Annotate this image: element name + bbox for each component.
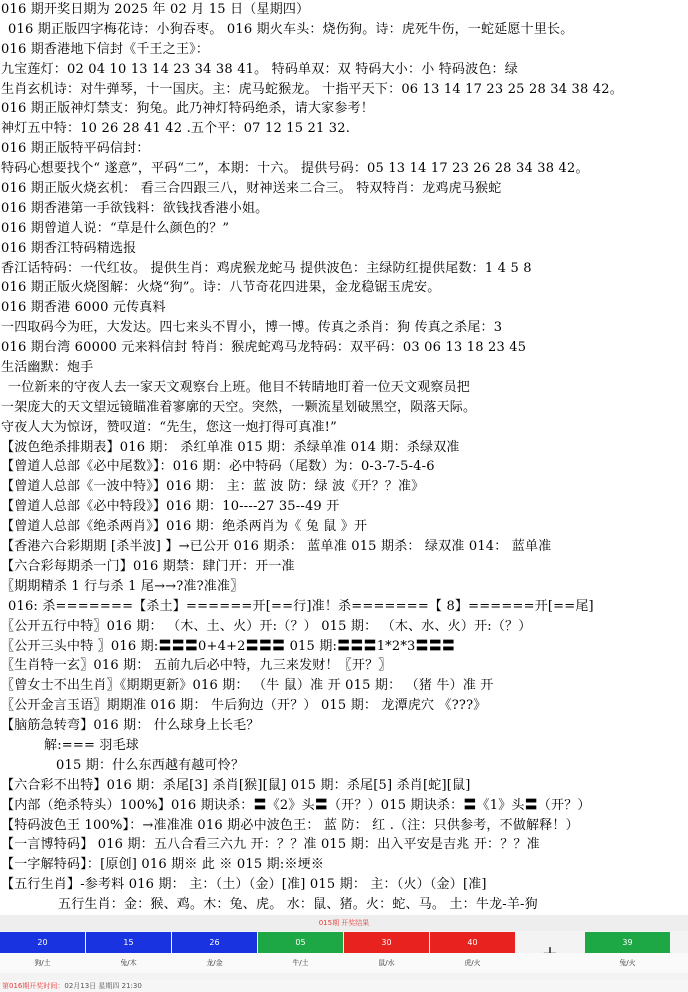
ball-number: 20 xyxy=(0,932,85,953)
text-line: 生肖玄机诗：对牛弹琴，十一国庆。主：虎马蛇猴龙。 十指平天下：06 13 14 17 23 25 28 34 38 42。 xyxy=(1,81,623,97)
text-line: 五行生肖：金：猴、鸡。木：兔、虎。 水：鼠、猪。火：蛇、马。 土：牛龙-羊-狗 xyxy=(58,897,538,913)
text-line: 【波色绝杀排期表】016 期： 杀红单准 015 期：杀绿单准 014 期：杀绿双准 xyxy=(1,439,460,455)
text-line: 〖期期精杀 1 行与杀 1 尾→→?准?准准〗 xyxy=(1,578,244,594)
text-line: 〖公开三头中特 〗016 期:〓〓〓0+4+2〓〓〓 015 期:〓〓〓1*2*3〓〓〓 xyxy=(1,638,456,654)
number-row xyxy=(0,932,688,953)
text-line: 016 期正版火烧图解：火烧“狗”。诗：八节奇花四进果，金龙稳锯玉虎安。 xyxy=(1,280,441,296)
text-line: 【五行生肖】-参考料 016 期： 主：（土）（金）[准] 015 期： 主：（火）（金）[准] xyxy=(1,877,487,893)
text-line: 守夜人大为惊讶，赞叹道：“先生，您这一炮打得可真准!” xyxy=(1,419,337,435)
text-line: 九宝莲灯：02 04 10 13 14 23 34 38 41。 特码单双：双 特码大小：小 特码波色：绿 xyxy=(1,61,518,77)
ball-number: 30 xyxy=(344,932,429,953)
text-line: 香江话特码：一代红妆。 提供生肖：鸡虎猴龙蛇马 提供波色：主绿防红提供尾数：1 4 5 8 xyxy=(1,260,532,276)
draw-time-value: 02月13日 星期四 21:30 xyxy=(64,982,142,990)
text-line: 神灯五中特：10 26 28 41 42 .五个平：07 12 15 21 32. xyxy=(1,121,351,137)
text-line: 【六合彩不出特】016 期：杀尾[3] 杀肖[猴][鼠] 015 期：杀尾[5] 杀肖[蛇][鼠] xyxy=(1,777,471,793)
draw-time-label: 第016期开奖时间： xyxy=(2,982,65,990)
text-line: 016 期香江特码精选报 xyxy=(1,240,137,256)
text-line: 016 期正版火烧玄机： 看三合四跟三八，财神送来二合三。 特双特肖：龙鸡虎马猴蛇 xyxy=(1,181,502,197)
text-line: 016 期曾道人说：“草是什么颜色的？” xyxy=(1,220,230,236)
text-line: 〖公开五行中特〗016 期： （木、土、火）开:（？） 015 期： （木、水、火）开:（？） xyxy=(1,618,532,634)
ball-number: 05 xyxy=(258,932,343,953)
text-line: 016 期正版神灯禁支：狗兔。此乃神灯特码绝杀，请大家参考！ xyxy=(1,101,374,117)
text-line: 016: 杀=======【杀土】======开[==行]准！杀=======【 8】======开[==尾] xyxy=(8,598,594,614)
text-line: 生活幽默：炮手 xyxy=(1,360,94,376)
text-line: 【曾道人总部《必中特段》】016 期：10----27 35--49 开 xyxy=(1,499,340,515)
text-line: 一架庞大的天文望远镜瞄准着寥廓的天空。突然，一颗流星划破黑空，陨落天际。 xyxy=(1,399,477,415)
text-line: 〖公开金言玉语〗期期准 016 期： 牛后狗边（开？） 015 期： 龙潭虎穴 《???》 xyxy=(1,698,487,714)
text-line: 016 期台湾 60000 元来料信封 特肖：猴虎蛇鸡马龙特码：双平码：03 06 13 18 23 45 xyxy=(1,340,527,356)
text-line: 016 期香港地下信封《千王之王》： xyxy=(1,41,210,57)
special-zodiac-label: 兔/火 xyxy=(619,959,636,967)
text-line: 【六合彩每期杀一门】016 期禁：肆门开：开一准 xyxy=(1,558,295,574)
ball-number: 40 xyxy=(430,932,515,953)
zodiac-row xyxy=(0,953,688,973)
text-line: 【一字解特码】：[原创] 016 期※ 此 ※ 015 期:※埂※ xyxy=(1,857,325,873)
text-line: 016 期香港 6000 元传真料 xyxy=(1,300,166,316)
text-line: 【特码波色王 100%】：→准准准 016 期必中波色王： 蓝 防： 红 .（注：只供参考，不做解释！） xyxy=(1,817,579,833)
ball-number: 26 xyxy=(172,932,257,953)
text-line: 【香港六合彩期期 [杀半波] 】→已公开 016 期杀： 蓝单准 015 期杀： 绿双准 014： 蓝单准 xyxy=(1,539,552,555)
text-line: 【曾道人总部《绝杀两肖》】016 期：绝杀两肖为《 兔 鼠 》开 xyxy=(1,519,368,535)
text-line: 一位新来的守夜人去一家天文观察台上班。他目不转睛地盯着一位天文观察员把 xyxy=(8,379,471,395)
zodiac-label: 鼠/水 xyxy=(378,959,395,967)
text-line: 【内部（绝杀特头）100%】016 期诀杀：〓《2》头〓（开？）015 期诀杀：〓《1》头〓（开？） xyxy=(1,797,591,813)
text-line: 016 期正版特平码信封： xyxy=(1,141,150,157)
text-line: 【曾道人总部《一波中特》】016 期： 主：蓝 波 防：绿 波《开？？准》 xyxy=(1,479,425,495)
text-line: 特码心想要找个“ 遂意”，平码“二”，本期：十六。 提供号码：05 13 14 17 23 26 28 34 38 42。 xyxy=(1,161,589,177)
results-header: 015期 开奖结果 xyxy=(0,915,688,931)
zodiac-label: 狗/土 xyxy=(34,959,51,967)
text-line: 【曾道人总部《必中尾数》】：016 期：必中特码（尾数）为：0-3-7-5-4-6 xyxy=(1,459,435,475)
text-line: 016 期香港第一手欲钱料：欲钱找香港小姐。 xyxy=(1,200,269,216)
zodiac-label: 虎/火 xyxy=(464,959,481,967)
special-ball-number: 39 xyxy=(585,932,670,953)
text-line: 一四取码今为旺，大发达。四七来头不胃小，博一博。传真之杀肖：狗 传真之杀尾：3 xyxy=(1,320,503,336)
zodiac-label: 龙/金 xyxy=(206,959,223,967)
text-line: 【脑筋急转弯】016 期： 什么球身上长毛？ xyxy=(1,718,260,734)
ball-number: 15 xyxy=(86,932,171,953)
text-line: 015 期：什么东西越有越可怜？ xyxy=(56,757,245,773)
text-line: 〖曾女士不出生肖〗《期期更新》016 期： （牛 鼠）准 开 015 期： （猪 牛）准 开 xyxy=(1,678,494,694)
text-line: 【一言博特码】 016 期：五八合看三六九 开：？？准 015 期：出入平安是吉兆 开：？？准 xyxy=(1,837,540,853)
draw-time xyxy=(0,980,688,992)
draw-results-panel xyxy=(0,915,688,992)
zodiac-label: 兔/木 xyxy=(120,959,137,967)
text-line: 016 期开奖日期为 2025 年 02 月 15 日（星期四） xyxy=(1,2,310,17)
text-line: 016 期正版四字梅花诗：小狗吞枣。 016 期火车头：烧伤狗。诗：虎死牛伤，一蛇延愿十里长。 xyxy=(8,21,574,37)
text-line: 解:=== 羽毛球 xyxy=(44,737,139,753)
text-line: 〖生肖特一玄〗016 期： 五前九后必中特，九三来发财！〖开？〗 xyxy=(1,658,392,674)
spacer xyxy=(516,953,585,973)
zodiac-label: 牛/土 xyxy=(292,959,309,967)
